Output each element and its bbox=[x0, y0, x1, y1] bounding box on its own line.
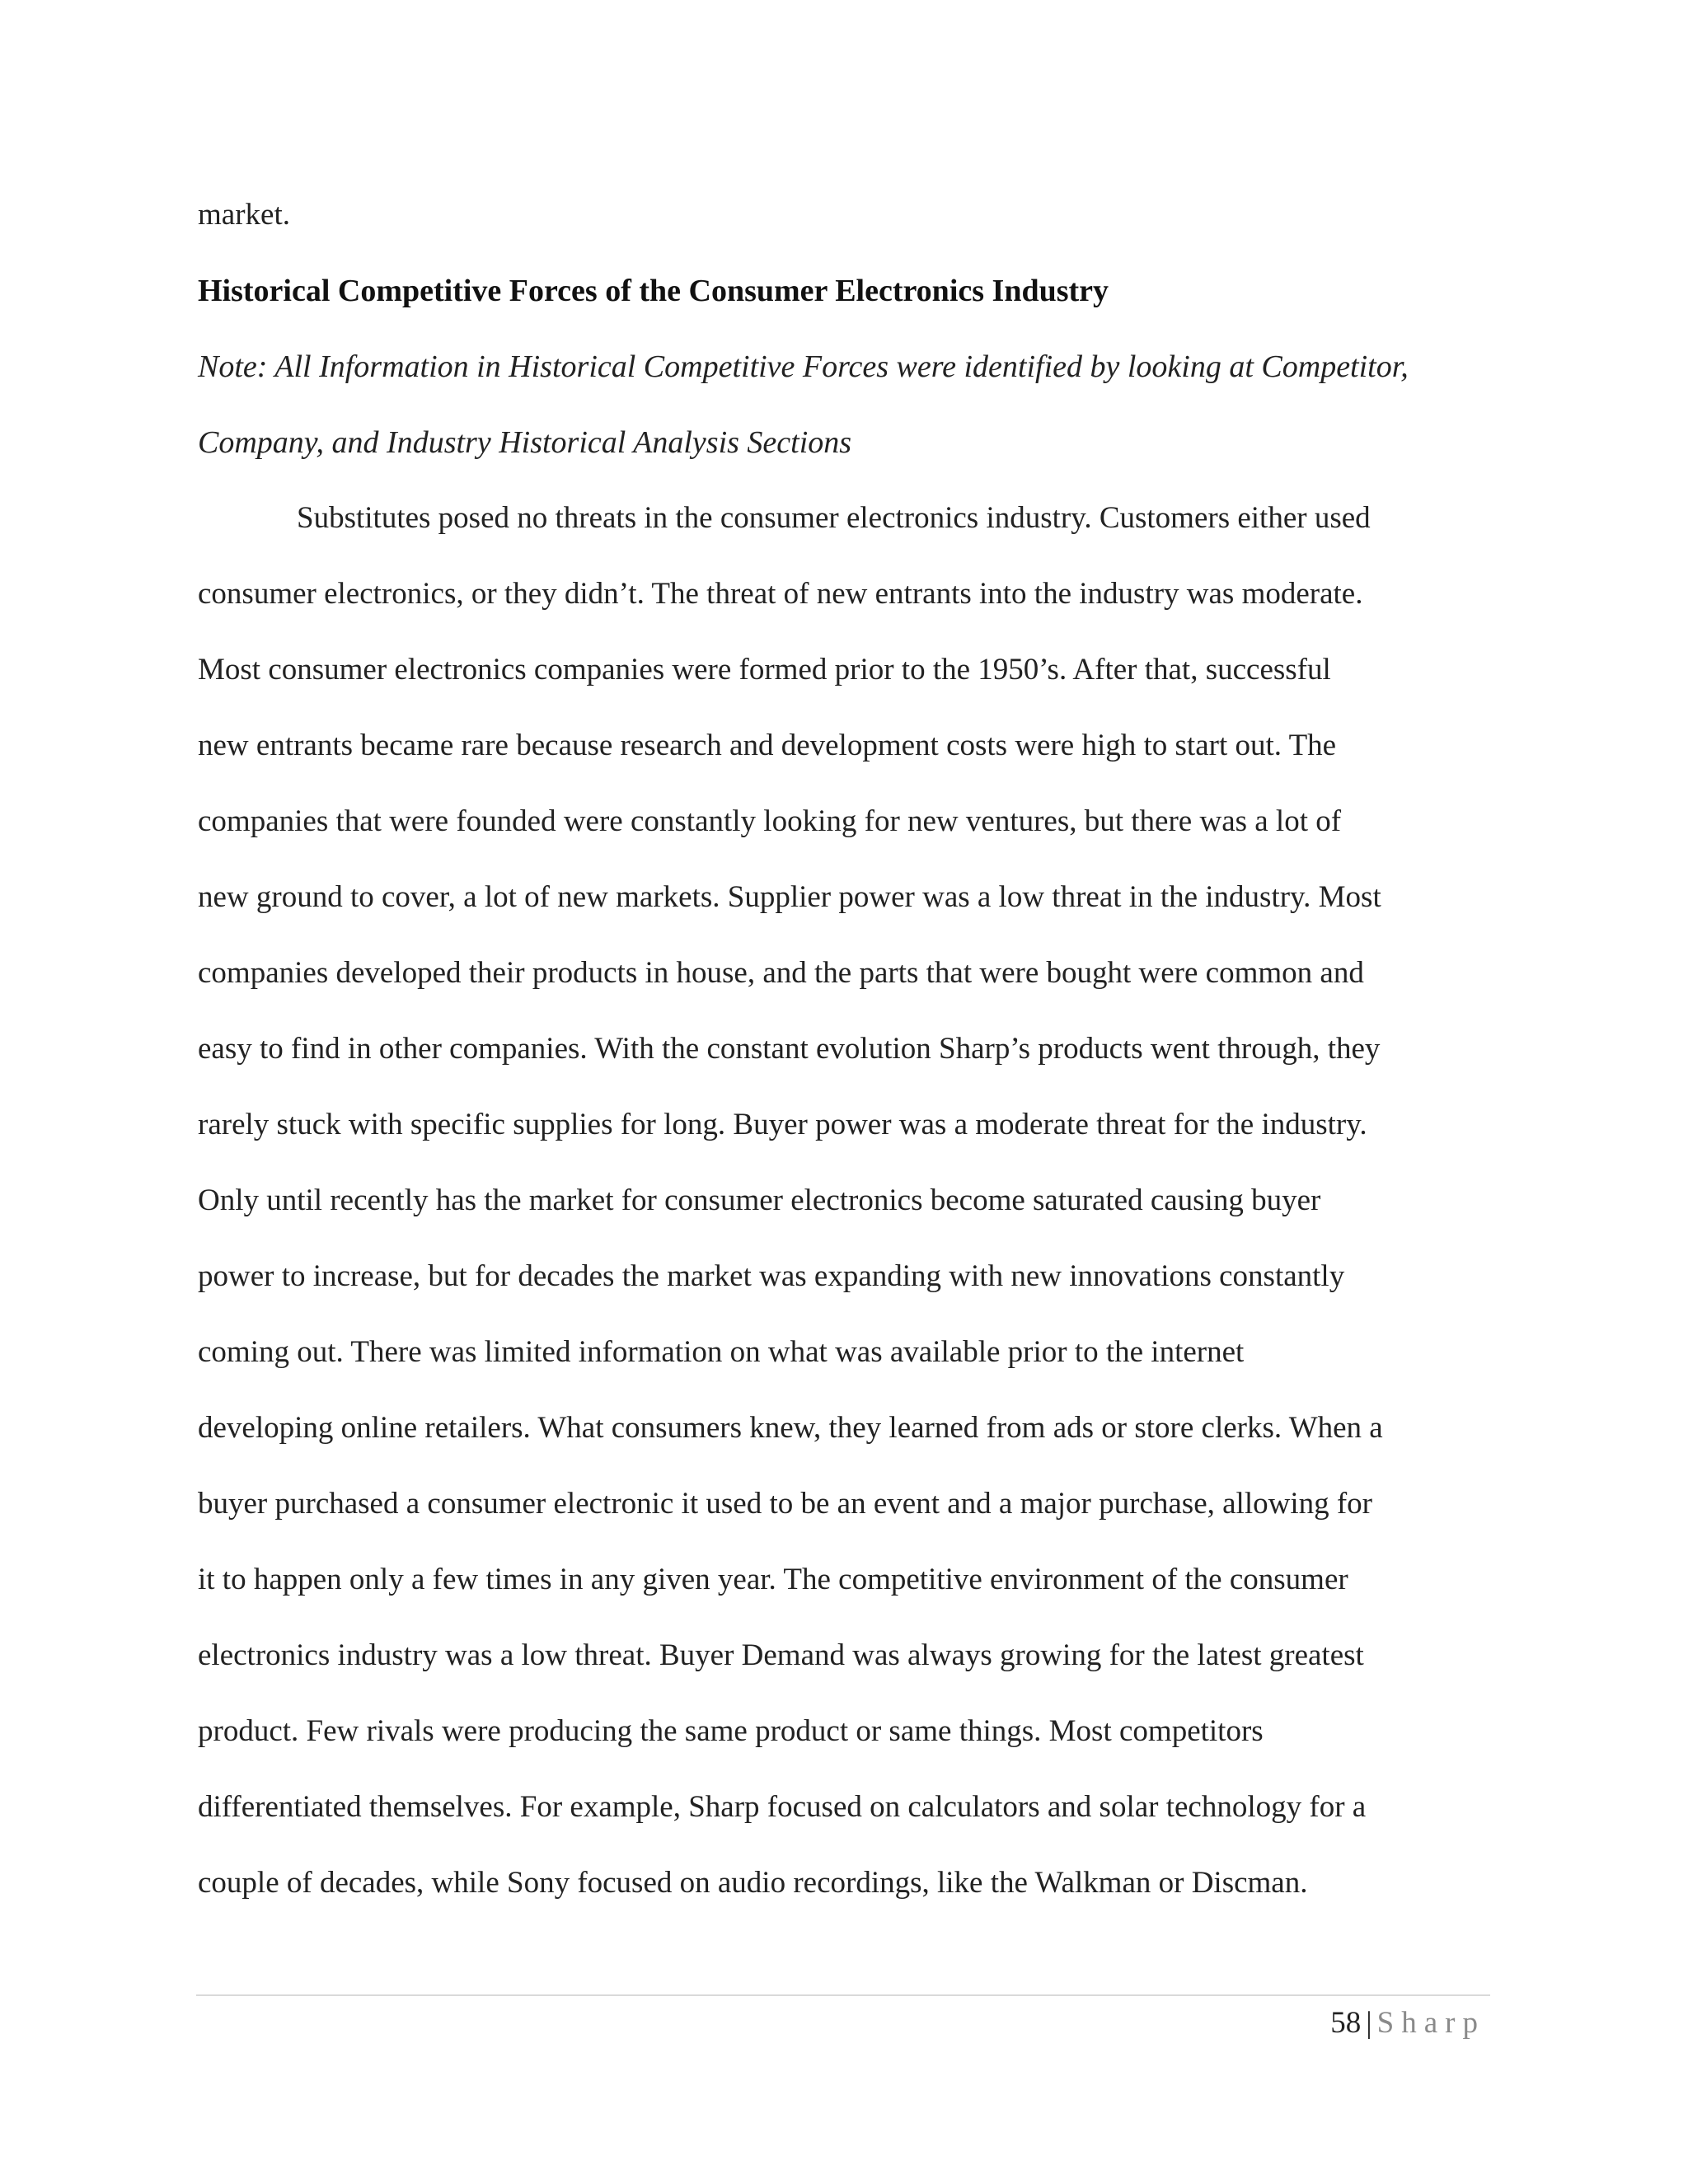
footer-divider bbox=[196, 1994, 1490, 1996]
running-title: Sharp bbox=[1376, 2006, 1485, 2040]
paragraph-line: Substitutes posed no threats in the consumer electronics industry. Customers either used bbox=[297, 501, 1371, 535]
note-line: Note: All Information in Historical Competitive Forces were identified by looking at Competitor, bbox=[198, 349, 1409, 384]
paragraph-line: power to increase, but for decades the market was expanding with new innovations constantly bbox=[198, 1259, 1345, 1293]
paragraph-line: differentiated themselves. For example, Sharp focused on calculators and solar technology for a bbox=[198, 1790, 1367, 1824]
carryover-text: market. bbox=[198, 198, 290, 232]
paragraph-line: Most consumer electronics companies were formed prior to the 1950’s. After that, successful bbox=[198, 653, 1331, 687]
paragraph-line: couple of decades, while Sony focused on audio recordings, like the Walkman or Discman. bbox=[198, 1866, 1308, 1900]
page-number: 58 bbox=[1330, 2006, 1362, 2040]
page-footer bbox=[1330, 2004, 1485, 2042]
paragraph-line: Only until recently has the market for consumer electronics become saturated causing buyer bbox=[198, 1183, 1321, 1217]
paragraph-line: developing online retailers. What consumers knew, they learned from ads or store clerks. When a bbox=[198, 1411, 1383, 1445]
paragraph-line: companies that were founded were constantly looking for new ventures, but there was a lot of bbox=[198, 804, 1342, 838]
footer-separator: | bbox=[1366, 2006, 1372, 2040]
section-heading: Historical Competitive Forces of the Consumer Electronics Industry bbox=[198, 274, 1109, 308]
paragraph-line: rarely stuck with specific supplies for long. Buyer power was a moderate threat for the industry. bbox=[198, 1108, 1367, 1141]
paragraph-line: easy to find in other companies. With the constant evolution Sharp’s products went through, they bbox=[198, 1032, 1381, 1066]
note-line: Company, and Industry Historical Analysis Sections bbox=[198, 425, 852, 460]
paragraph-line: companies developed their products in house, and the parts that were bought were common and bbox=[198, 956, 1364, 990]
paragraph-line: new entrants became rare because research and development costs were high to start out. The bbox=[198, 729, 1337, 762]
paragraph-line: buyer purchased a consumer electronic it used to be an event and a major purchase, allowing for bbox=[198, 1487, 1372, 1521]
paragraph-line: it to happen only a few times in any given year. The competitive environment of the consumer bbox=[198, 1563, 1348, 1596]
paragraph-line: product. Few rivals were producing the same product or same things. Most competitors bbox=[198, 1714, 1264, 1748]
paragraph-line: new ground to cover, a lot of new markets. Supplier power was a low threat in the industry. Most bbox=[198, 880, 1381, 914]
paragraph-line: electronics industry was a low threat. Buyer Demand was always growing for the latest greatest bbox=[198, 1638, 1364, 1672]
paragraph-line: consumer electronics, or they didn’t. The threat of new entrants into the industry was moderate. bbox=[198, 577, 1363, 611]
paragraph-line: coming out. There was limited information on what was available prior to the internet bbox=[198, 1335, 1245, 1369]
